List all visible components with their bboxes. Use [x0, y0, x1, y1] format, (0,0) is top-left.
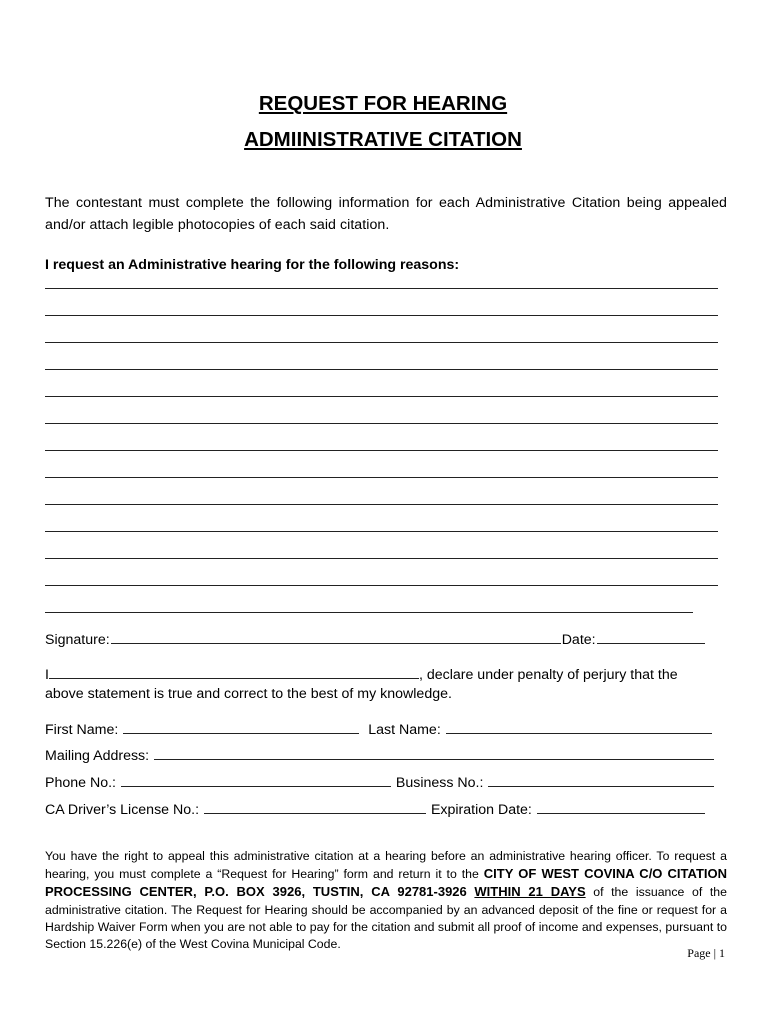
expiration-label: Expiration Date:	[430, 802, 532, 818]
license-row	[45, 801, 706, 818]
address-row	[45, 747, 715, 764]
reason-line-9[interactable]	[45, 504, 718, 505]
notice-text-1: You have the right to appeal this administrative citation at a hearing before an administrative hearing officer. To request a hearing, you must complete a “Request for Hearing” form and return it to the	[45, 849, 727, 882]
phone-row	[45, 774, 715, 791]
business-label: Business No.:	[395, 775, 484, 791]
declaration-line2: above statement is true and correct to the best of my knowledge.	[45, 686, 452, 702]
notice-text-2: of the issuance of the administrative citation. The Request for Hearing should be accompanied by an advanced deposit of the fine or request for a Hardship Waiver Form when you are not able to pay for the citation and submit all proof of income and expenses, pursuant to Section 15.226(e) of the West Covina Municipal Code.	[45, 885, 727, 952]
expiration-field[interactable]	[537, 801, 705, 814]
reason-line-7[interactable]	[45, 450, 718, 451]
declaration	[45, 666, 727, 704]
mailing-address-field[interactable]	[154, 747, 714, 760]
phone-field[interactable]	[121, 774, 391, 787]
date-label: Date:	[561, 632, 596, 648]
name-row	[45, 721, 713, 738]
declaration-suffix: , declare under penalty of perjury that the	[418, 667, 678, 683]
business-field[interactable]	[488, 774, 714, 787]
form-subtitle: ADMIINISTRATIVE CITATION	[244, 128, 522, 151]
appeal-notice	[45, 848, 727, 953]
reason-line-13[interactable]	[45, 612, 693, 613]
date-field[interactable]	[597, 631, 705, 644]
form-title: REQUEST FOR HEARING	[258, 92, 508, 115]
notice-deadline: WITHIN 21 DAYS	[474, 884, 586, 900]
phone-label: Phone No.:	[45, 775, 116, 791]
reasons-heading: I request an Administrative hearing for the following reasons:	[45, 257, 460, 273]
page-number: Page | 1	[687, 946, 725, 960]
reason-line-10[interactable]	[45, 531, 718, 532]
reason-line-4[interactable]	[45, 369, 718, 370]
reason-line-5[interactable]	[45, 396, 718, 397]
signature-field[interactable]	[111, 631, 561, 644]
declarant-name-field[interactable]	[49, 666, 419, 679]
mailing-address-label: Mailing Address:	[45, 748, 150, 764]
signature-row	[45, 631, 706, 648]
reason-line-8[interactable]	[45, 477, 718, 478]
signature-label: Signature:	[45, 632, 110, 648]
declaration-prefix: I	[45, 667, 49, 683]
last-name-label: Last Name:	[368, 722, 441, 738]
reason-line-2[interactable]	[45, 315, 718, 316]
reason-line-11[interactable]	[45, 558, 718, 559]
intro-paragraph: The contestant must complete the following information for each Administrative Citation being appealed and/or attach legible photocopies of each said citation.	[45, 195, 727, 233]
reason-line-6[interactable]	[45, 423, 718, 424]
last-name-field[interactable]	[446, 721, 712, 734]
reason-line-1[interactable]	[45, 288, 718, 289]
first-name-field[interactable]	[123, 721, 359, 734]
license-field[interactable]	[204, 801, 426, 814]
reason-line-3[interactable]	[45, 342, 718, 343]
license-label: CA Driver’s License No.:	[45, 802, 200, 818]
first-name-label: First Name:	[45, 722, 119, 738]
notice-address: CITY OF WEST COVINA C/O CITATION PROCESSING CENTER, P.O. BOX 3926, TUSTIN, CA 92781-3926	[45, 866, 727, 900]
reason-line-12[interactable]	[45, 585, 718, 586]
